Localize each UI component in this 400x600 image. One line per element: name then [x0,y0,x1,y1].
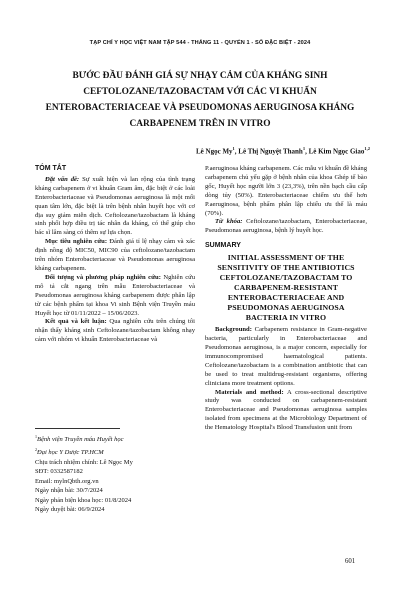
phone: SĐT: 0332587182 [35,468,83,476]
affiliation-2 [35,445,195,458]
paragraph-label: Background: [215,326,252,334]
footnote-divider [35,428,120,429]
separator: , [305,147,309,156]
paragraph-label: Kết quả và kết luận: [45,318,107,326]
paragraph-text: Đánh giá tỉ lệ nhạy cảm và xác định nồng độ MIC50, MIC90 của ceftolozane/tazobactam trên nhóm Enterobacteriaceae và Pseudomonas aeruginosa kháng carbapenem. [35,238,195,272]
keywords-label: Từ khóa: [215,218,243,226]
affiliation-1 [35,432,195,445]
affiliation-text: Đại học Y Dược TP.HCM [37,448,104,456]
page-number: 601 [345,558,356,565]
abstract-methods [35,274,195,319]
paragraph-text: Qua nghiên cứu trên chúng tôi nhận thấy kháng sinh Ceftolozane/tazobactam không nhạy cảm với nhóm vi khuẩn Enterobacteriaceae và [35,318,195,344]
paragraph-text: Nghiên cứu mô tả cắt ngang trên mẫu Enterobacteriaceae và Pseudomonas aeruginosa kháng carbapenem được phân lập từ các bệnh phẩm tại khoa Vi sinh Bệnh viện Truyền máu Huyết học từ 01/11/2022 – 15/06/2023. [35,273,195,317]
affiliation-text: Bệnh viện Truyền máu Huyết học [37,436,124,444]
summary-methods [205,389,367,434]
affiliation-mark: 1 [35,434,37,439]
paragraph-label: Đặt vấn đề: [45,175,80,183]
corresponding-author: Chịu trách nhiệm chính: Lê Ngọc My [35,458,133,466]
journal-header: TẠP CHÍ Y HỌC VIỆT NAM TẬP 544 - THÁNG 11 - QUYỂN 1 - SỐ ĐẶC BIỆT - 2024 [89,40,311,46]
author-name: Lê Ngọc My [196,147,233,156]
author-line [140,146,370,155]
paragraph-label: Materials and method: [215,388,284,396]
paragraph-text: A cross-sectional descriptive study was conducted on carbapenem-resistant Enterobacteriaceae and Pseudomonas aeruginosa samples isolated from specimens at the Microbiology Department of the Hematology Hospital's Blood Transfusion unit from [205,388,368,432]
abstract-results [35,318,195,345]
paragraph-label: Đối tượng và phương pháp nghiên cứu: [45,273,161,281]
accepted-date: Ngày duyệt bài: 06/9/2024 [35,506,105,514]
left-column [35,165,195,345]
article-title-en: INITIAL ASSESSMENT OF THE SENSITIVITY OF THE ANTIBIOTICS CEFTOLOZANE/TAZOBACTAM TO CARBAPENEM-RESISTANT ENTEROBACTERIACEAE AND PSEUDOMONAS AERUGINOSA BACTERIA IN VITRO [217,253,355,323]
abstract-objective [35,238,195,274]
separator: , [234,147,239,156]
affiliation-mark: 1,2 [364,146,370,151]
summary-heading: SUMMARY [205,242,241,250]
affiliation-mark: 2 [35,446,37,452]
received-date: Ngày nhận bài: 30/7/2024 [35,487,103,495]
article-title-vi: BƯỚC ĐẦU ĐÁNH GIÁ SỰ NHẠY CẢM CỦA KHÁNG SINH CEFTOLOZANE/TAZOBACTAM VỚI CÁC VI KHUẨN ENTEROBACTERIACEAE VÀ PSEUDOMONAS AERUGINOSA KHÁNG CARBAPENEM TRÊN IN VITRO [45,71,355,129]
abstract-background [35,176,195,238]
right-column [205,165,367,433]
review-date: Ngày phản biện khoa học: 01/8/2024 [35,496,132,504]
affiliation-mark: 1 [302,146,306,151]
keywords-text: Ceftolozane/tazobactam, Enterobacteriaceae, Pseudomonas aeruginosa, bệnh lý huyết học. [205,218,367,235]
summary-background [205,326,367,388]
abstract-heading: TÓM TẮT [35,165,67,172]
paragraph-label: Mục tiêu nghiên cứu: [45,238,108,246]
affiliation-mark: 1 [232,146,235,151]
paragraph-text: Sự xuất hiện và lan rộng của tình trạng kháng carbapenem ở vi khuẩn Gram âm, đặc biệt ở các loài Enterobacteriaceae và Pseudomonas aeruginosa là một mối quan tâm lớn, đặc biệt là trên bệnh nhân huyết học với cơ địa suy giảm miễn dịch. Ceftolozane/tazobactam là kháng sinh phối hợp điều trị tác nhân đa kháng, có thể giúp cho bác sĩ lâm sàng có thêm sự lựa chọn. [35,175,196,237]
paragraph-text: Carbapenem resistance in Gram-negative bacteria, particularly in Enterobacteriaceae and Pseudomonas aeruginosa, is a major concern, especially for immunocompromised haematological patients. Ceftolozane/tazobactam is a combination antibiotic that can be used to treat multidrug-resistant organisms, offering clinicians more treatment options. [205,326,367,387]
keywords [205,218,367,236]
email: Email: mylnQbth.org.vn [35,477,99,485]
author-name: Lê Thị Nguyệt Thanh [238,147,303,156]
author-name: Lê Kim Ngọc Giao [308,147,365,156]
abstract-results-cont: P.aeruginosa kháng carbapenem. Các mẫu vi khuẩn đề kháng carbapenem chủ yếu gặp ở bệnh nhân của khoa Ghép tế bào gốc, Huyết học người lớn 3 (23,3%), trên nền bạch cầu cấp dòng tủy (50%). Enterobacteriaceae chiếm ưu thế hơn P.aeruginosa, bệnh phẩm phân lập chiếu ưu thế là máu (70%). [205,165,367,217]
footnotes [35,432,195,515]
